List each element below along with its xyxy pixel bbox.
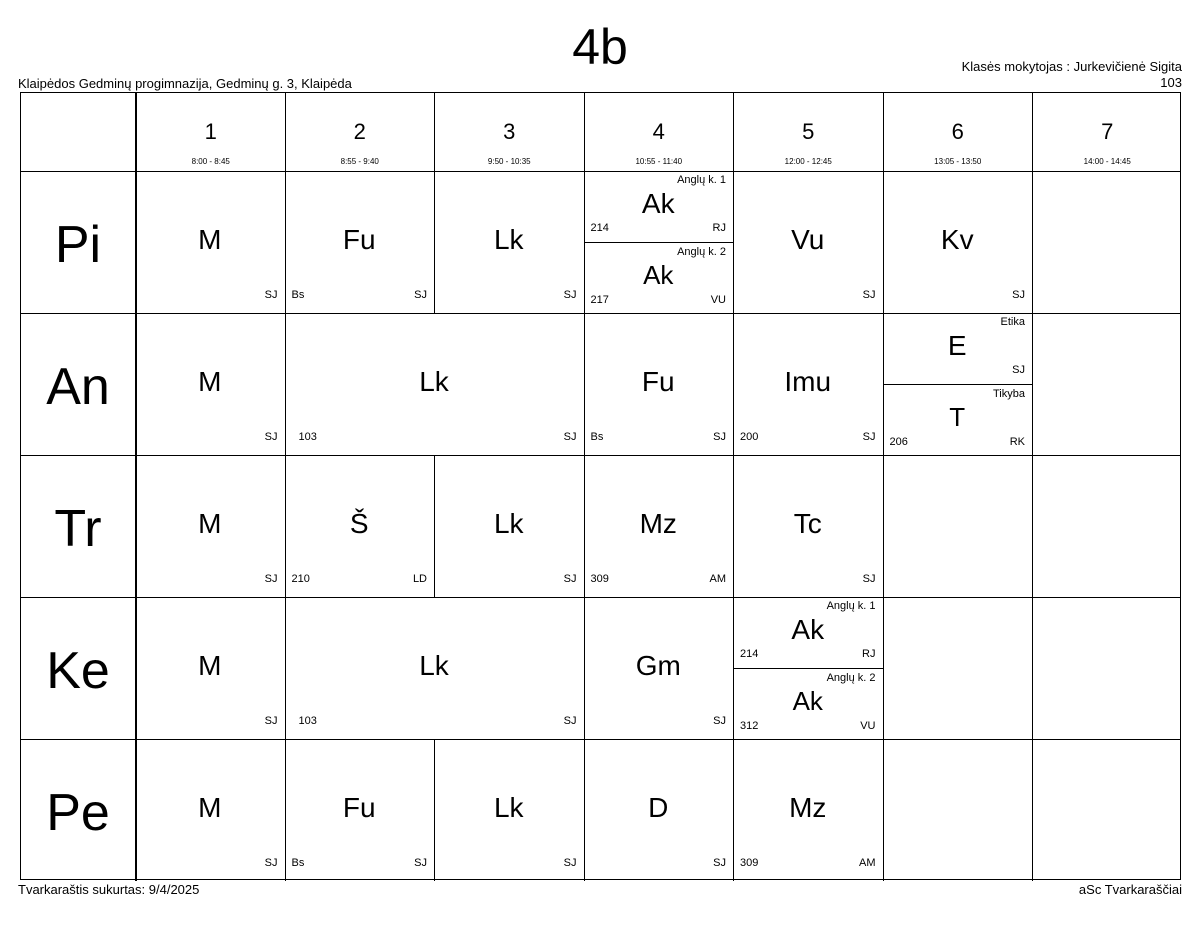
room-number: Bs xyxy=(291,289,305,301)
subject-code: Lk xyxy=(493,792,524,823)
group-name: Anglų k. 2 xyxy=(826,672,876,684)
subject-code: Ak xyxy=(792,686,823,716)
column-divider xyxy=(1032,171,1033,313)
day-label: Pi xyxy=(54,216,102,274)
period-number: 6 xyxy=(951,119,964,144)
subject-code: Ak xyxy=(643,260,674,290)
teacher-code: RJ xyxy=(862,648,876,660)
subject-code: Fu xyxy=(342,224,376,255)
room-number: 103 xyxy=(298,431,317,443)
lesson-card[interactable] xyxy=(584,597,734,739)
lesson-card[interactable] xyxy=(584,242,734,313)
lesson-card[interactable] xyxy=(733,455,883,597)
lesson-card[interactable] xyxy=(135,313,285,455)
period-time: 8:00 - 8:45 xyxy=(191,157,230,166)
lesson-card[interactable] xyxy=(135,171,285,313)
room-number: 309 xyxy=(590,573,609,585)
teacher-code: AM xyxy=(859,857,876,869)
lesson-card[interactable] xyxy=(883,313,1033,384)
lesson-card[interactable] xyxy=(285,739,435,881)
subject-code: M xyxy=(198,650,222,681)
period-number: 7 xyxy=(1101,119,1114,144)
period-time: 13:05 - 13:50 xyxy=(934,157,982,166)
subject-code: Imu xyxy=(784,366,832,397)
lesson-card[interactable] xyxy=(434,171,584,313)
subject-code: M xyxy=(198,792,222,823)
column-divider xyxy=(883,455,884,597)
class-teacher-line: Klasės mokytojas : Jurkevičienė Sigita xyxy=(961,59,1182,74)
lesson-card[interactable] xyxy=(584,739,734,881)
class-teacher-info xyxy=(962,59,1182,91)
room-number: 214 xyxy=(740,648,759,660)
subject-code: Mz xyxy=(639,508,677,539)
teacher-code: SJ xyxy=(563,857,577,869)
subject-code: Mz xyxy=(789,792,827,823)
period-header xyxy=(434,93,584,171)
class-title: 4b xyxy=(572,19,628,75)
lesson-card[interactable] xyxy=(733,739,883,881)
period-header xyxy=(1032,93,1182,171)
room-number: 214 xyxy=(590,222,609,234)
period-number: 1 xyxy=(204,119,217,144)
subject-code: Kv xyxy=(940,224,974,255)
period-time: 12:00 - 12:45 xyxy=(784,157,832,166)
subject-code: M xyxy=(198,224,222,255)
teacher-code: RK xyxy=(1009,436,1025,448)
lesson-card[interactable] xyxy=(733,313,883,455)
subject-code: M xyxy=(198,366,222,397)
period-header xyxy=(135,93,285,171)
column-divider xyxy=(1032,597,1033,739)
teacher-code: SJ xyxy=(713,857,726,869)
teacher-code: SJ xyxy=(563,573,577,585)
teacher-code: SJ xyxy=(264,715,278,727)
created-date: Tvarkaraštis sukurtas: 9/4/2025 xyxy=(18,882,200,897)
room-number: Bs xyxy=(590,431,604,443)
lesson-card[interactable] xyxy=(733,668,883,739)
teacher-code: SJ xyxy=(414,857,427,869)
teacher-code: SJ xyxy=(862,573,876,585)
teacher-code: SJ xyxy=(264,857,278,869)
subject-code: Ak xyxy=(791,614,825,645)
teacher-code: SJ xyxy=(264,431,278,443)
subject-code: Lk xyxy=(493,224,524,255)
lesson-card[interactable] xyxy=(733,597,883,668)
period-number: 5 xyxy=(802,119,815,144)
subject-code: Lk xyxy=(493,508,524,539)
lesson-card[interactable] xyxy=(584,171,734,242)
period-header xyxy=(285,93,435,171)
group-name: Tikyba xyxy=(993,388,1025,400)
column-divider xyxy=(1032,313,1033,455)
lesson-card[interactable] xyxy=(135,739,285,881)
lesson-card[interactable] xyxy=(135,597,285,739)
column-divider xyxy=(883,597,884,739)
teacher-code: SJ xyxy=(713,715,726,727)
period-time: 14:00 - 14:45 xyxy=(1083,157,1131,166)
room-number: 210 xyxy=(291,573,310,585)
period-time: 9:50 - 10:35 xyxy=(487,157,531,166)
teacher-code: LD xyxy=(412,573,427,585)
period-number: 4 xyxy=(652,119,665,144)
period-time: 8:55 - 9:40 xyxy=(340,157,379,166)
subject-code: Gm xyxy=(635,650,681,681)
room-number: 217 xyxy=(590,294,609,306)
period-header xyxy=(584,93,734,171)
subject-code: Fu xyxy=(641,366,675,397)
homeroom-line: 103 xyxy=(1160,75,1182,90)
lesson-card[interactable] xyxy=(733,171,883,313)
day-label: An xyxy=(46,358,110,416)
room-number: Bs xyxy=(291,857,305,869)
lesson-card[interactable] xyxy=(285,597,584,739)
subject-code: T xyxy=(949,402,966,432)
lesson-card[interactable] xyxy=(584,313,734,455)
teacher-code: VU xyxy=(710,294,726,306)
day-label: Ke xyxy=(46,642,110,700)
lesson-card[interactable] xyxy=(135,455,285,597)
subject-code: Fu xyxy=(342,792,376,823)
period-number: 2 xyxy=(353,119,366,144)
timetable-grid xyxy=(20,92,1181,880)
subject-code: M xyxy=(198,508,222,539)
column-divider xyxy=(883,739,884,881)
school-name: Klaipėdos Gedminų progimnazija, Gedminų g. 3, Klaipėda xyxy=(18,76,352,91)
teacher-code: SJ xyxy=(1012,364,1025,376)
group-name: Anglų k. 1 xyxy=(677,174,726,186)
teacher-code: RJ xyxy=(712,222,726,234)
lesson-card[interactable] xyxy=(883,171,1033,313)
teacher-code: SJ xyxy=(713,431,726,443)
day-label: Pe xyxy=(46,784,110,842)
room-number: 206 xyxy=(889,436,908,448)
column-divider xyxy=(1032,739,1033,881)
subject-code: E xyxy=(947,330,967,361)
teacher-code: SJ xyxy=(862,431,876,443)
teacher-code: SJ xyxy=(1012,289,1025,301)
room-number: 312 xyxy=(740,720,759,732)
teacher-code: AM xyxy=(709,573,726,585)
subject-code: D xyxy=(648,792,669,823)
subject-code: Tc xyxy=(793,508,822,539)
group-name: Anglų k. 1 xyxy=(826,600,876,612)
lesson-card[interactable] xyxy=(434,739,584,881)
lesson-card[interactable] xyxy=(883,384,1033,455)
column-divider xyxy=(1032,455,1033,597)
subject-code: Ak xyxy=(641,188,675,219)
room-number: 309 xyxy=(740,857,759,869)
teacher-code: SJ xyxy=(563,289,577,301)
period-header xyxy=(733,93,883,171)
teacher-code: SJ xyxy=(264,289,278,301)
teacher-code: SJ xyxy=(563,715,577,727)
period-time: 10:55 - 11:40 xyxy=(635,157,683,166)
room-number: 103 xyxy=(298,715,317,727)
subject-code: Lk xyxy=(419,366,449,397)
teacher-code: SJ xyxy=(264,573,278,585)
subject-code: Š xyxy=(349,508,369,539)
group-name: Anglų k. 2 xyxy=(677,246,726,258)
day-label: Tr xyxy=(54,500,102,558)
lesson-card[interactable] xyxy=(434,455,584,597)
period-header xyxy=(883,93,1033,171)
period-number: 3 xyxy=(503,119,516,144)
subject-code: Vu xyxy=(791,224,825,255)
lesson-card[interactable] xyxy=(285,313,584,455)
teacher-code: VU xyxy=(860,720,876,732)
lesson-card[interactable] xyxy=(285,171,435,313)
subject-code: Lk xyxy=(419,650,449,681)
software-brand: aSc Tvarkaraščiai xyxy=(1078,882,1182,897)
room-number: 200 xyxy=(740,431,759,443)
teacher-code: SJ xyxy=(862,289,876,301)
group-name: Etika xyxy=(1000,316,1025,328)
lesson-card[interactable] xyxy=(584,455,734,597)
teacher-code: SJ xyxy=(563,431,577,443)
teacher-code: SJ xyxy=(414,289,427,301)
lesson-card[interactable] xyxy=(285,455,435,597)
